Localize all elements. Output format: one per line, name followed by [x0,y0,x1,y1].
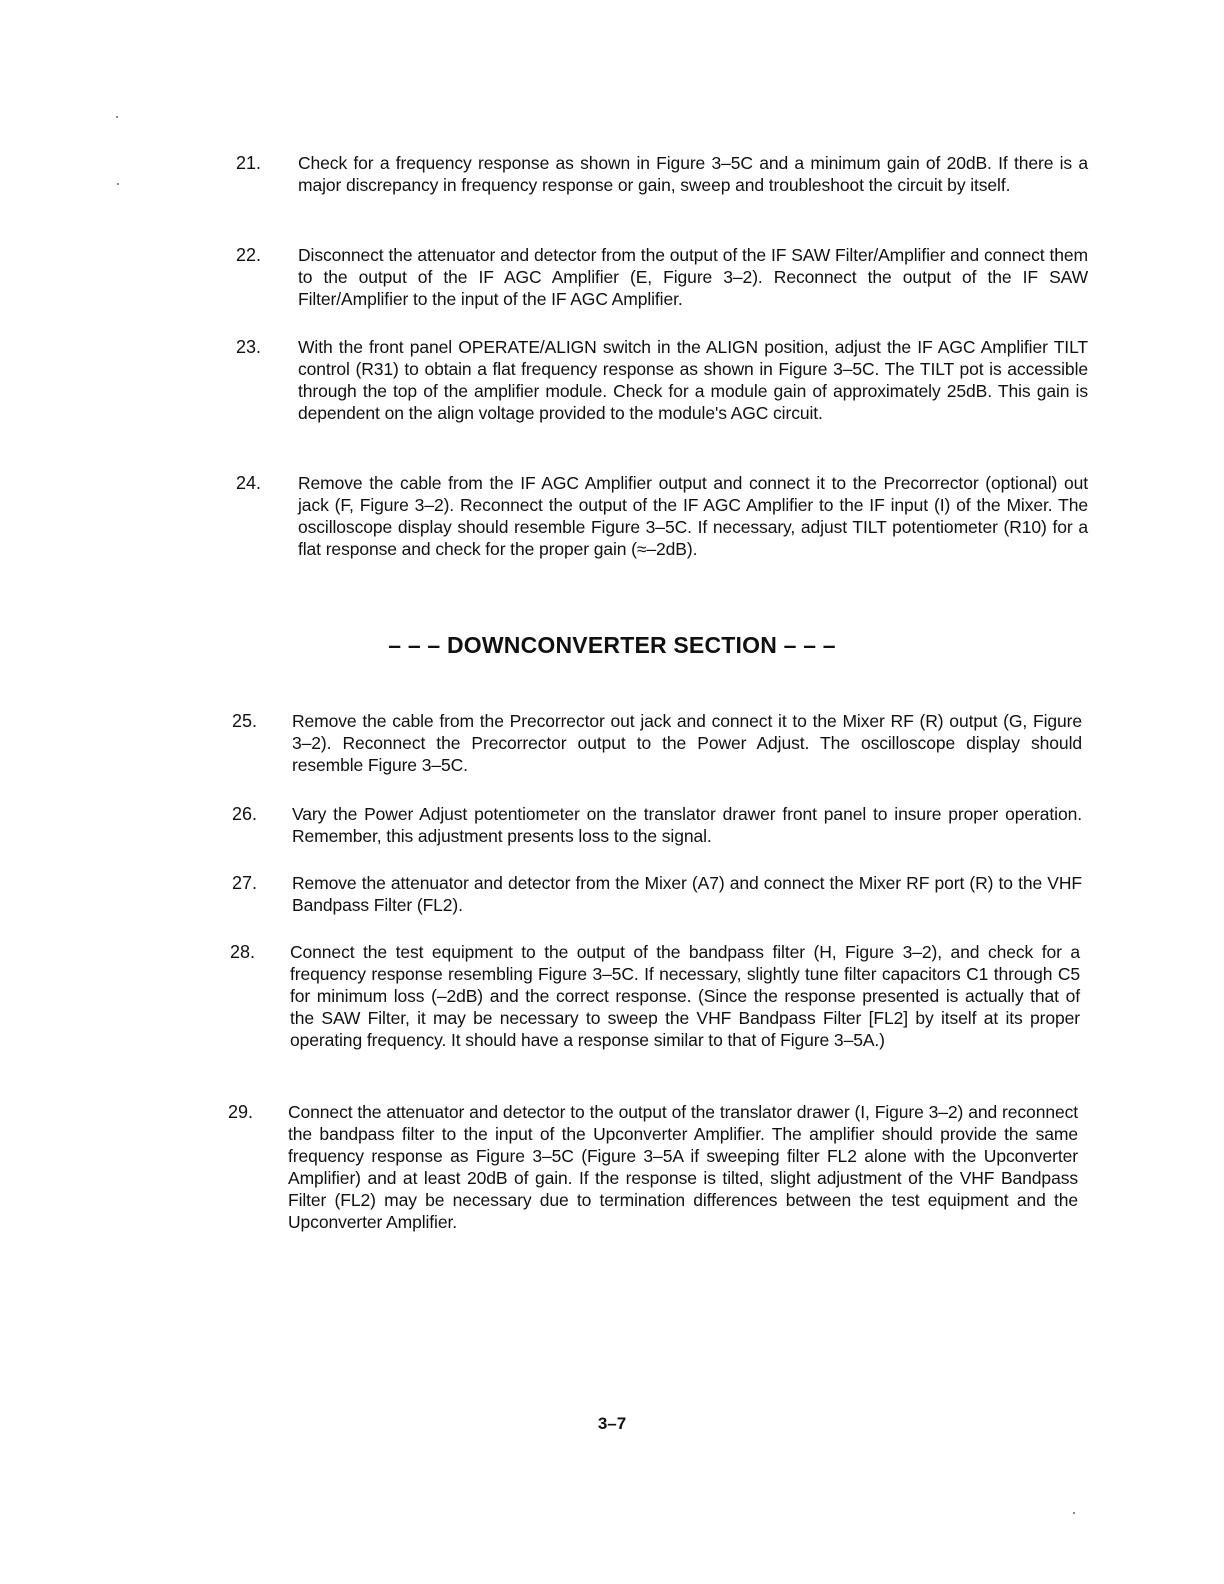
step-number: 21. [236,153,262,173]
step-text: Remove the cable from the Precorrector out jack and connect it to the Mixer RF (R) output (G, Figure 3–2). Reconnect the Precorrector output to the Power Adjust. The oscilloscope display should resemble Figure 3–5C. [292,711,1082,775]
step-text: Connect the test equipment to the output of the bandpass filter (H, Figure 3–2), and check for a frequency response resembling Figure 3–5C. If necessary, slightly tune filter capacitors C1 through C5 for minimum loss (–2dB) and the correct response. (Since the response presented is actually that of the SAW Filter, it may be necessary to sweep the VHF Bandpass Filter [FL2] by itself at its proper operating frequency. It should have a response similar to that of Figure 3–5A.) [290,942,1080,1050]
scan-speck [116,116,118,118]
step-text: Connect the attenuator and detector to the output of the translator drawer (I, Figure 3–2) and reconnect the bandpass filter to the input of the Upconverter Amplifier. The amplifier should provide the same frequency response as Figure 3–5C (Figure 3–5A if sweeping filter FL2 alone with the Upconverter Amplifier) and at least 20dB of gain. If the response is tilted, slight adjustment of the VHF Bandpass Filter (FL2) may be necessary due to termination differences between the test equipment and the Upconverter Amplifier. [288,1102,1078,1232]
step-number: 29. [228,1102,254,1122]
step-text: Check for a frequency response as shown in Figure 3–5C and a minimum gain of 20dB. If there is a major discrepancy in frequency response or gain, sweep and troubleshoot the circuit by itself. [298,153,1088,195]
step-number: 28. [230,942,256,962]
page-number: 3–7 [597,1414,627,1433]
step-text: Remove the attenuator and detector from the Mixer (A7) and connect the Mixer RF port (R) to the VHF Bandpass Filter (FL2). [292,873,1082,915]
step-number: 26. [232,804,258,824]
step-number: 22. [236,245,262,265]
step-text: With the front panel OPERATE/ALIGN switch in the ALIGN position, adjust the IF AGC Amplifier TILT control (R31) to obtain a flat frequency response as shown in Figure 3–5C. The TILT pot is accessible through the top of the amplifier module. Check for a module gain of approximately 25dB. This gain is dependent on the align voltage provided to the module's AGC circuit. [298,337,1088,423]
step-number: 23. [236,337,262,357]
section-heading: – – – DOWNCONVERTER SECTION – – – [388,632,836,658]
step-number: 24. [236,473,262,493]
step-text: Remove the cable from the IF AGC Amplifier output and connect it to the Precorrector (optional) out jack (F, Figure 3–2). Reconnect the output of the IF AGC Amplifier to the IF input (I) of the Mixer. The oscilloscope display should resemble Figure 3–5C. If necessary, adjust TILT potentiometer (R10) for a flat response and check for the proper gain (≈–2dB). [298,473,1088,559]
scan-speck [117,183,119,185]
step-number: 25. [232,711,258,731]
step-text: Disconnect the attenuator and detector from the output of the IF SAW Filter/Amplifier and connect them to the output of the IF AGC Amplifier (E, Figure 3–2). Reconnect the output of the IF SAW Filter/Amplifier to the input of the IF AGC Amplifier. [298,245,1088,309]
scan-speck [1073,1512,1075,1514]
step-number: 27. [232,873,258,893]
step-text: Vary the Power Adjust potentiometer on the translator drawer front panel to insure proper operation. Remember, this adjustment presents loss to the signal. [292,804,1082,846]
